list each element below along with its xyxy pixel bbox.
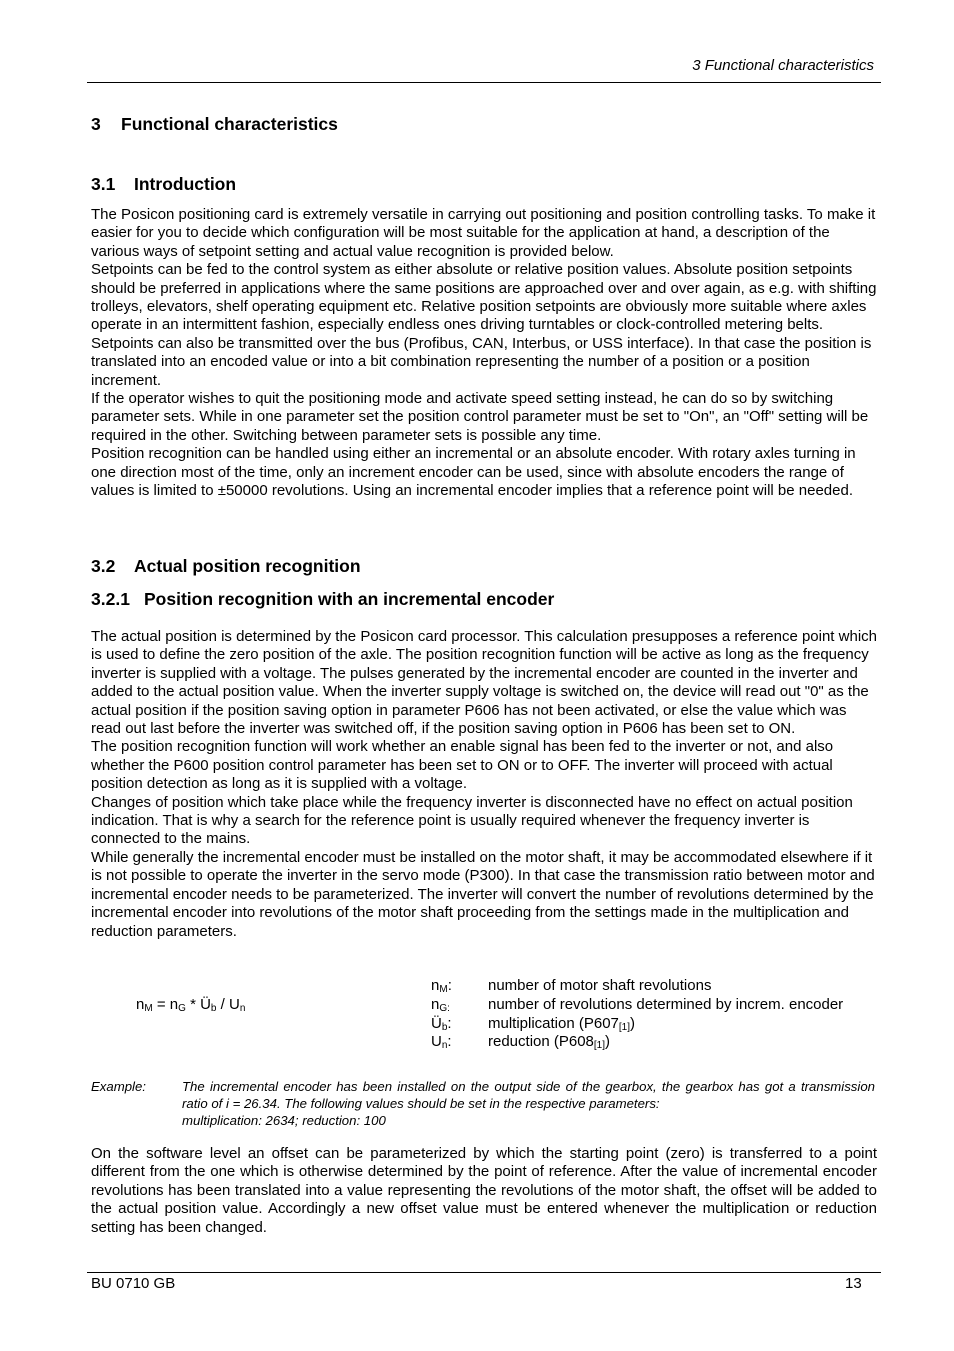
incremental-encoder-body [91,628,877,941]
legend-symbol: $Ü_b$: [431,1014,452,1033]
paragraph: The Posicon positioning card is extremely versatile in carrying out positioning and position controlling tasks. To make it easier for you to decide which configuration will be most suitable for the application at hand, a description of the various ways of setpoint setting and actual value recognition is provided below. [91,206,876,260]
section-3-1-heading [91,174,236,195]
section-title: Functional characteristics [121,114,338,134]
legend-symbol: $n_{G:}$ [431,995,450,1014]
paragraph: While generally the incremental encoder must be installed on the motor shaft, it may be accommodated elsewhere if it is not possible to operate the inverter in the servo mode (P300). In that case the transmission ratio between motor and incremental encoder needs to be parameterized. The inverter will convert the number of revolutions determined by the incremental encoder into revolutions of the motor shaft proceeding from the settings made in the multiplication and reduction parameters. [91,848,875,940]
example-values: multiplication: 2634; reduction: 100 [182,1112,386,1128]
legend-description: number of motor shaft revolutions [488,977,712,994]
section-title: Position recognition with an incremental encoder [144,589,555,609]
paragraph: If the operator wishes to quit the positioning mode and activate speed setting instead, he can do so by switching parameter sets. While in one parameter set the position control parameter must be set to "On", an "Off" setting will be required in the other. Switching between parameter sets is possible any time. [91,390,869,444]
section-3-2-1-heading [91,589,554,610]
example-text: The incremental encoder has been installed on the output side of the gearbox, the gearbox has got a transmission ratio of i = 26.34. The following values should be set in the respective parameters: [182,1079,875,1111]
section-title: Introduction [134,174,237,194]
legend-row [431,1033,843,1052]
section-3-heading [91,114,338,135]
example-note [91,1079,875,1129]
legend-description: number of revolutions determined by increm. encoder [488,995,844,1013]
section-title: Actual position recognition [134,556,361,576]
legend-description: multiplication $(P607_{[1]})$ [488,1014,636,1033]
legend-row [431,977,843,996]
paragraph: Changes of position which take place while the frequency inverter is disconnected have no effect on actual position indication. That is why a search for the reference point is usually required whenever the frequency inverter is connected to the mains. [91,793,853,848]
paragraph: The actual position is determined by the Posicon card processor. This calculation presupposes a reference point which is used to define the zero position of the axle. The position recognition function will be active as long as the frequency inverter is supplied with a voltage. The pulses generated by the incremental encoder are counted in the inverter and added to the actual position value. When the inverter supply voltage is switched on, the device will read out "0" as the actual position if the position saving option in parameter P606 has not been activated, or else the value which was read out last before the inverter was switched off, if the position saving option in P606 has been set to ON. [91,628,877,738]
paragraph: Setpoints can be fed to the control system as either absolute or relative position values. Absolute position setpoints should be preferred in applications where the same positions are approached over and over again, as e.g. with shifting trolleys, elevators, shelf operating equipment etc. Relative position setpoints are obviously more suitable where axles operate in an intermittent fashion, especially endless ones driving turntables or clock-controlled metering belts. Setpoints can also be transmitted over the bus (Profibus, CAN, Interbus, or USS interface). In that case the position is translated into an encoded value or into a bit combination representing the number of a position or a position increment. [91,261,877,389]
legend-description: reduction $(P608_{[1]})$ [488,1033,611,1052]
introduction-body [91,206,877,501]
example-body [182,1079,875,1129]
legend-symbol: $U_n$: [431,1033,452,1052]
formula-legend [431,977,843,1052]
conversion-formula: $n_M = n_G$ * $Ü_b / U_n$ [136,996,246,1014]
paragraph: On the software level an offset can be parameterized by which the starting point (zero) is transferred to a point different from the one which is otherwise determined by the point of reference. After the value of incremental encoder revolutions has been translated into a value representing the revolutions of the motor shaft, the offset will be added to the actual position value. Accordingly a new offset value must be entered whenever the multiplication or reduction setting has been changed. [91,1145,877,1236]
offset-paragraph [91,1145,877,1237]
section-number: 3.2.1 [91,589,130,609]
section-number: 3 [91,114,101,134]
running-header: 3 Functional characteristics [692,57,874,74]
section-3-2-heading [91,556,361,577]
legend-row [431,996,843,1015]
legend-row [431,1015,843,1034]
section-number: 3.1 [91,174,116,194]
header-divider [87,82,881,83]
paragraph: Position recognition can be handled using either an incremental or an absolute encoder. With rotary axles turning in one direction most of the time, only an increment encoder can be used, since with absolute encoders the range of values is limited to ±50000 revolutions. Using an incremental encoder implies that a reference point will be needed. [91,445,856,500]
example-label: Example: [91,1079,146,1094]
section-number: 3.2 [91,556,116,576]
legend-symbol: $n_M$: [431,977,452,995]
paragraph: The position recognition function will work whether an enable signal has been fed to the inverter or not, and also whether the P600 position control parameter has been set to ON or to OFF. The inverter will proceed with actual position detection as long as it is supplied with a voltage. [91,738,834,793]
footer-divider [87,1272,881,1273]
document-id: BU 0710 GB [91,1275,176,1292]
page-number: 13 [845,1275,862,1292]
